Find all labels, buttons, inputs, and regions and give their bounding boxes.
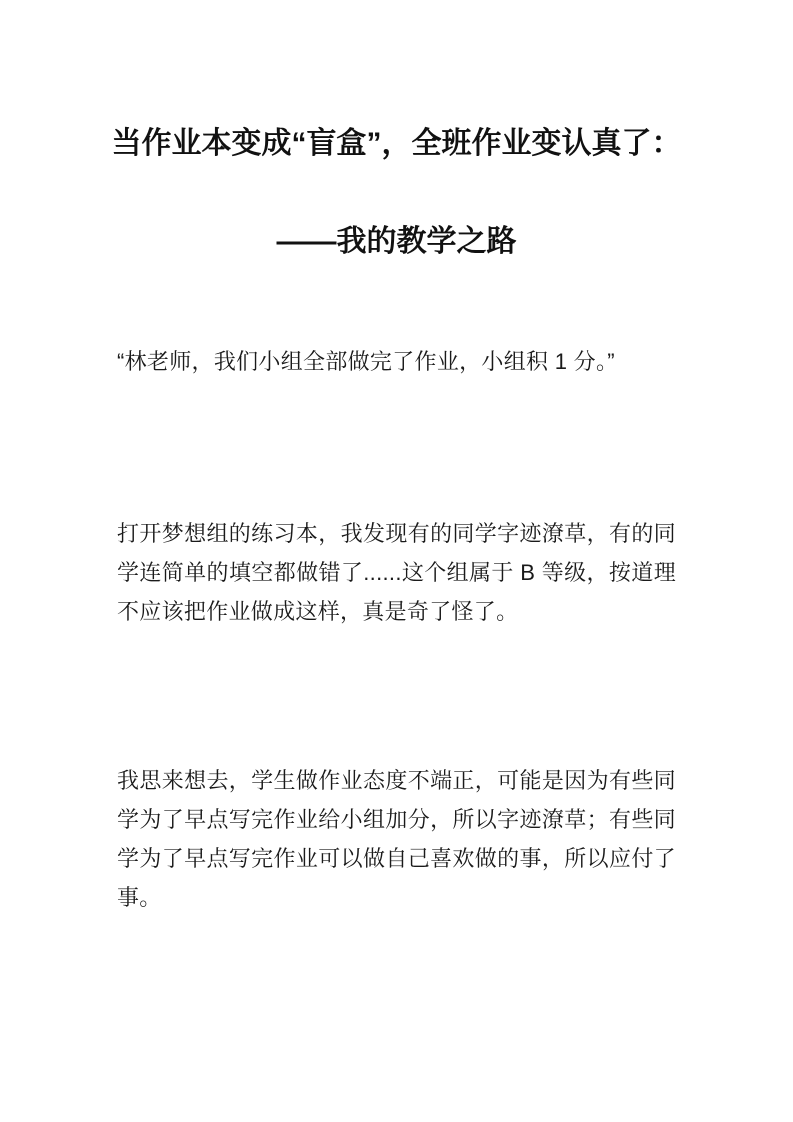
paragraph-quote: “林老师，我们小组全部做完了作业，小组积 1 分。” <box>117 349 615 374</box>
document-title: 当作业本变成“盲盒”，全班作业变认真了： <box>111 127 682 160</box>
paragraph-body: 打开梦想组的练习本，我发现有的同学字迹潦草，有的同学连简单的填空都做错了......这个组属于 B 等级，按道理不应该把作业做成这样，真是奇了怪了。 <box>117 521 676 624</box>
paragraph-body: 我思来想去，学生做作业态度不端正，可能是因为有些同学为了早点写完作业给小组加分，所以字迹潦草；有些同学为了早点写完作业可以做自己喜欢做的事，所以应付了事。 <box>117 768 676 910</box>
document-subtitle: ——我的教学之路 <box>276 225 517 258</box>
